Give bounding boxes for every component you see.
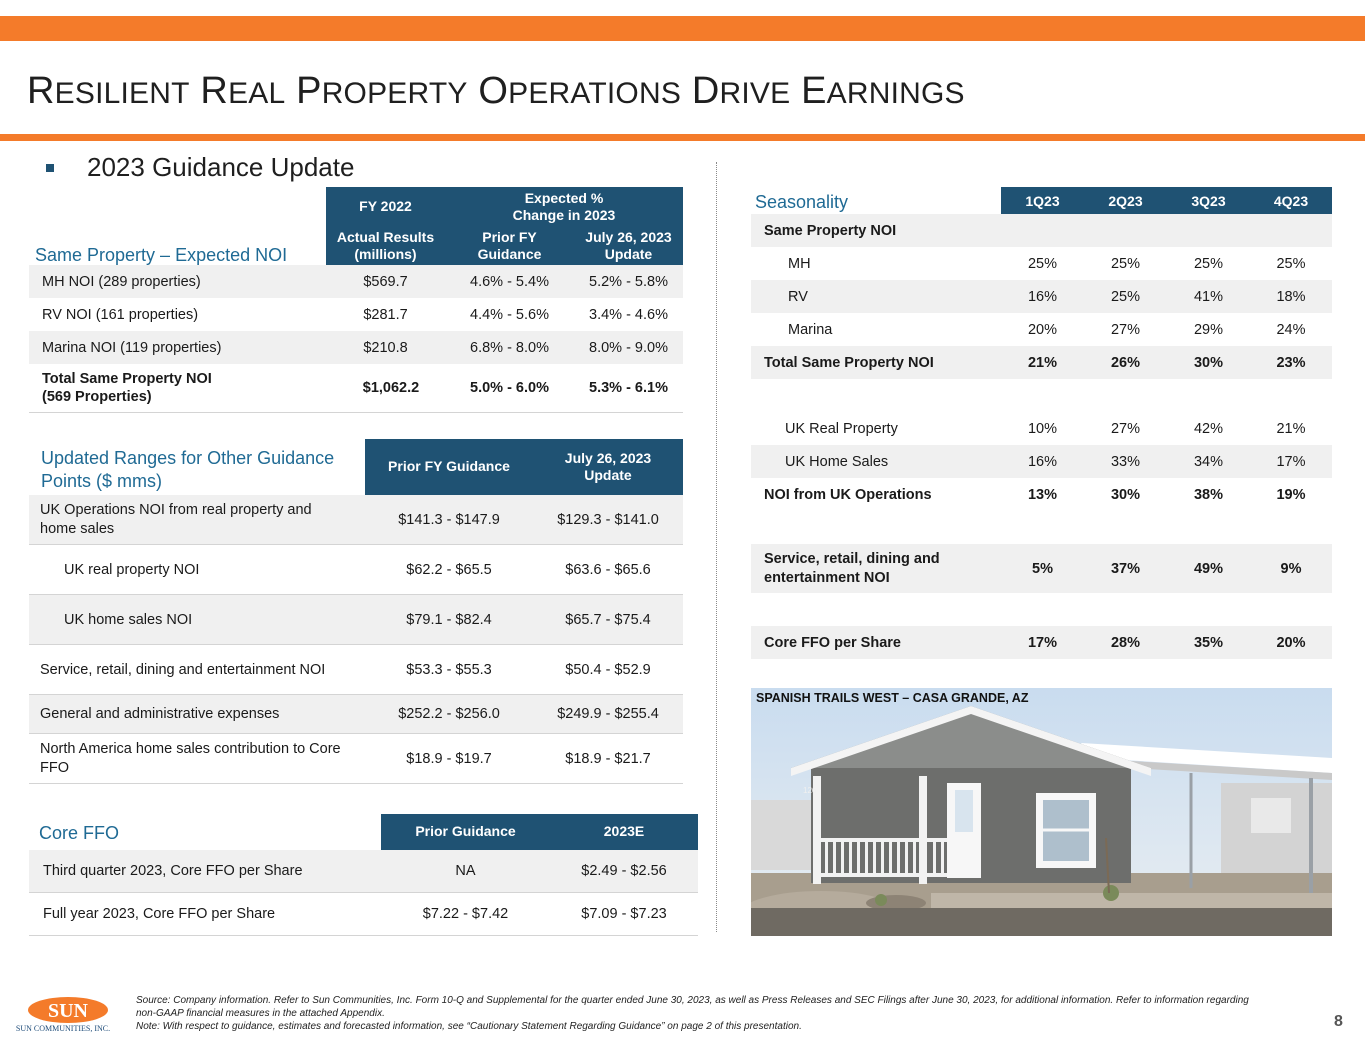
table-row: RV NOI (161 properties) $281.7 4.4% - 5.6% 3.4% - 4.6% bbox=[42, 306, 668, 323]
other-guidance-table bbox=[29, 439, 683, 785]
same-property-table bbox=[29, 187, 683, 415]
core-ffo-table bbox=[29, 814, 698, 937]
sun-communities-logo bbox=[8, 994, 118, 1034]
community-photo bbox=[751, 688, 1332, 936]
section-title: Core FFO bbox=[39, 823, 120, 843]
footnote bbox=[136, 994, 1271, 1033]
total-row: Total Same Property NOI 21% 26% 30% 23% bbox=[751, 346, 1332, 379]
header-update: July 26, 2023 Update bbox=[574, 227, 683, 265]
header-update: July 26, 2023 Update bbox=[533, 439, 683, 495]
top-accent-bar bbox=[0, 16, 1365, 41]
square-bullet-icon bbox=[46, 164, 54, 172]
table-row: MH NOI (289 properties) $569.7 4.6% - 5.4% 5.2% - 5.8% bbox=[29, 265, 683, 298]
header-2023e: 2023E bbox=[550, 814, 698, 850]
header-expected-change: Expected % Change in 2023 bbox=[445, 187, 683, 227]
table-row: North America home sales contribution to Core FFO $18.9 - $19.7 $18.9 - $21.7 bbox=[29, 734, 683, 784]
header-3q23: 3Q23 bbox=[1191, 192, 1226, 209]
house-number: 126 bbox=[803, 786, 817, 795]
table-row: Third quarter 2023, Core FFO per Share NA $2.49 - $2.56 bbox=[29, 850, 698, 893]
guidance-note: Note: With respect to guidance, estimates and forecasted information, see “Cautionary Statement Regarding Guidance” on page 2 of this presentation. bbox=[136, 1021, 802, 1032]
table-row: UK home sales NOI $79.1 - $82.4 $65.7 - $75.4 bbox=[29, 595, 683, 645]
total-row: Total Same Property NOI (569 Properties) $1,062.2 5.0% - 6.0% 5.3% - 6.1% bbox=[29, 364, 683, 413]
column-divider bbox=[716, 162, 717, 932]
page-number: 8 bbox=[1334, 1013, 1343, 1030]
table-row: RV 16% 25% 41% 18% bbox=[751, 280, 1332, 313]
table-row: Core FFO per Share 17% 28% 35% 20% bbox=[751, 626, 1332, 659]
header-fy2022: FY 2022 bbox=[326, 187, 445, 227]
total-row: NOI from UK Operations 13% 30% 38% 19% bbox=[764, 486, 1306, 503]
svg-text:SUN COMMUNITIES, INC.: SUN COMMUNITIES, INC. bbox=[15, 1024, 111, 1033]
table-row: UK Real Property 10% 27% 42% 21% bbox=[785, 420, 1306, 437]
table-row: General and administrative expenses $252.2 - $256.0 $249.9 - $255.4 bbox=[29, 695, 683, 734]
table-row: UK Operations NOI from real property and home sales $141.3 - $147.9 $129.3 - $141.0 bbox=[29, 495, 683, 545]
table-row: UK Home Sales 16% 33% 34% 17% bbox=[751, 445, 1332, 478]
sun-logo-icon bbox=[8, 994, 118, 1034]
table-row: MH 25% 25% 25% 25% bbox=[788, 255, 1306, 272]
seasonality-table bbox=[751, 187, 1332, 660]
header-prior-guidance: Prior FY Guidance bbox=[445, 227, 574, 265]
header-4q23: 4Q23 bbox=[1273, 192, 1309, 209]
house-illustration bbox=[751, 688, 1332, 936]
header-actual-results: Actual Results (millions) bbox=[326, 227, 445, 265]
svg-text:SUN: SUN bbox=[47, 1000, 89, 1022]
header-1q23: 1Q23 bbox=[1025, 192, 1060, 209]
section-title: Seasonality bbox=[755, 192, 849, 212]
source-note: Source: Company information. Refer to Sun Communities, Inc. Form 10-Q and Supplemental for the quarter ended June 30, 2023, as well as Press Releases and SEC Filings after June 30, 2023, for additional information. Refer to information regarding non-GAAP financial measures in the attached Appendix. bbox=[136, 995, 1249, 1019]
slide-title: RESILIENT REAL PROPERTY OPERATIONS DRIVE EARNINGS bbox=[27, 70, 965, 112]
header-prior-guidance: Prior Guidance bbox=[381, 814, 550, 850]
section-title: Updated Ranges for Other Guidance Points ($ mms) bbox=[41, 448, 335, 491]
photo-caption: SPANISH TRAILS WEST – CASA GRANDE, AZ bbox=[756, 691, 1029, 705]
title-underline bbox=[0, 134, 1365, 141]
section-title: Same Property – Expected NOI bbox=[35, 245, 288, 265]
guidance-bullet: 2023 Guidance Update bbox=[46, 152, 354, 183]
header-prior-guidance: Prior FY Guidance bbox=[365, 439, 533, 495]
table-row: UK real property NOI $62.2 - $65.5 $63.6 - $65.6 bbox=[29, 545, 683, 595]
table-row: Service, retail, dining and entertainment NOI 5% 37% 49% 9% bbox=[751, 544, 1332, 593]
table-row: Service, retail, dining and entertainment NOI $53.3 - $55.3 $50.4 - $52.9 bbox=[29, 645, 683, 695]
table-row: Marina NOI (119 properties) $210.8 6.8% - 8.0% 8.0% - 9.0% bbox=[29, 331, 683, 364]
table-row: Marina 20% 27% 29% 24% bbox=[788, 321, 1306, 338]
group-label-row: Same Property NOI bbox=[751, 214, 1332, 247]
header-2q23: 2Q23 bbox=[1108, 192, 1143, 209]
table-row: Full year 2023, Core FFO per Share $7.22 - $7.42 $7.09 - $7.23 bbox=[29, 893, 698, 936]
